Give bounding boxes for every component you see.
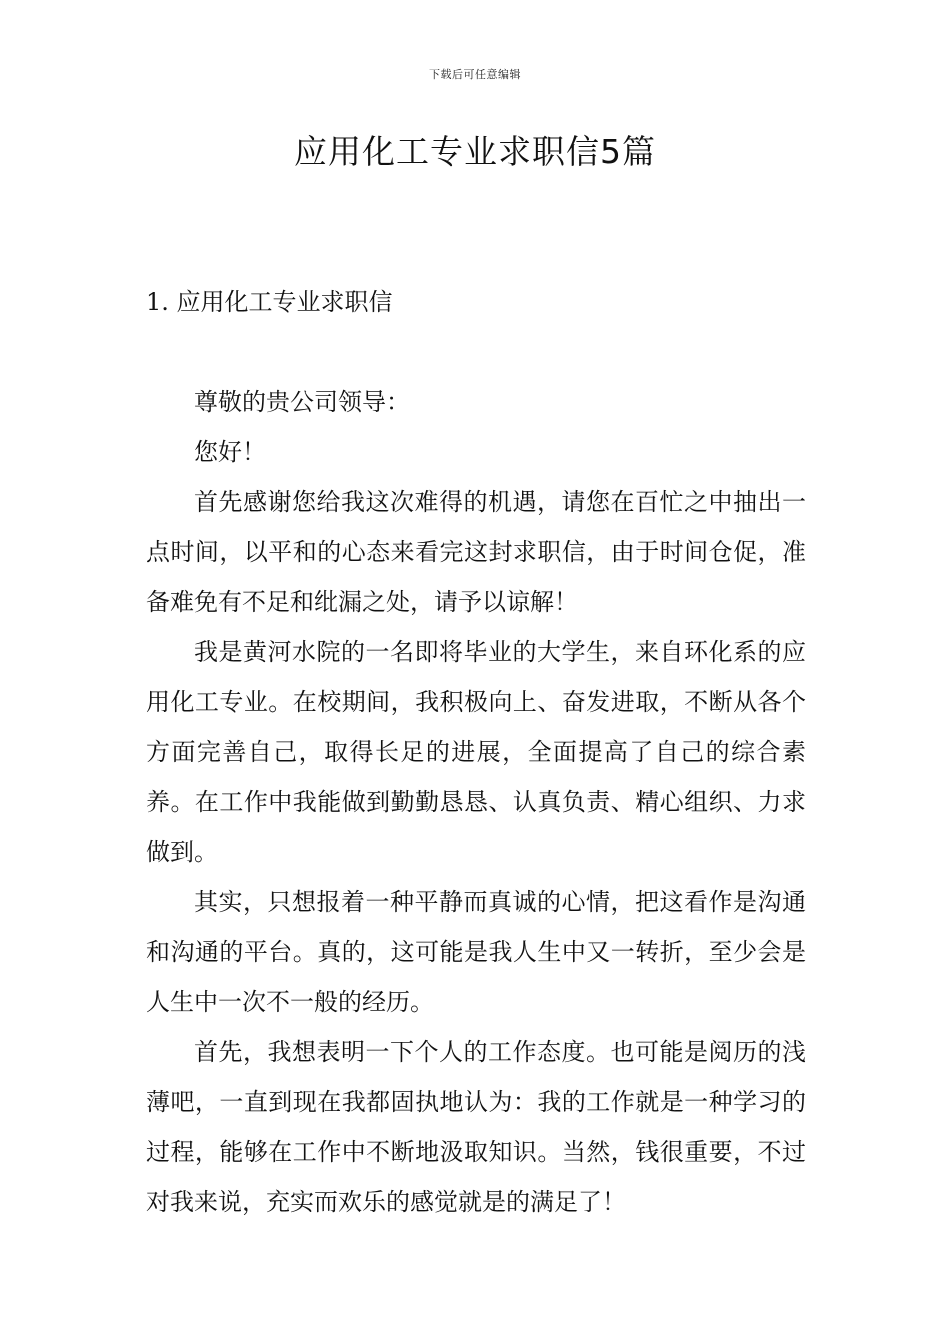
letter-body <box>146 377 806 1227</box>
greeting: 您好！ <box>194 438 266 466</box>
header-note: 下载后可任意编辑 <box>429 68 521 81</box>
page-title: 应用化工专业求职信5篇 <box>294 132 656 171</box>
paragraph: 我是黄河水院的一名即将毕业的大学生，来自环化系的应用化工专业。在校期间，我积极向上、奋发进取，不断从各个方面完善自己，取得长足的进展，全面提高了自己的综合素养。在工作中我能做到勤勤恳恳、认真负责、精心组织、力求做到。 <box>146 638 806 866</box>
salutation: 尊敬的贵公司领导： <box>194 388 410 416</box>
section-heading: 1. 应用化工专业求职信 <box>146 288 393 316</box>
paragraph: 首先感谢您给我这次难得的机遇，请您在百忙之中抽出一点时间，以平和的心态来看完这封求职信，由于时间仓促，准备难免有不足和纰漏之处，请予以谅解！ <box>146 488 806 616</box>
paragraph: 其实，只想报着一种平静而真诚的心情，把这看作是沟通和沟通的平台。真的，这可能是我人生中又一转折，至少会是人生中一次不一般的经历。 <box>146 888 806 1016</box>
paragraph: 首先，我想表明一下个人的工作态度。也可能是阅历的浅薄吧，一直到现在我都固执地认为：我的工作就是一种学习的过程，能够在工作中不断地汲取知识。当然，钱很重要，不过对我来说，充实而欢乐的感觉就是的满足了！ <box>146 1038 806 1216</box>
